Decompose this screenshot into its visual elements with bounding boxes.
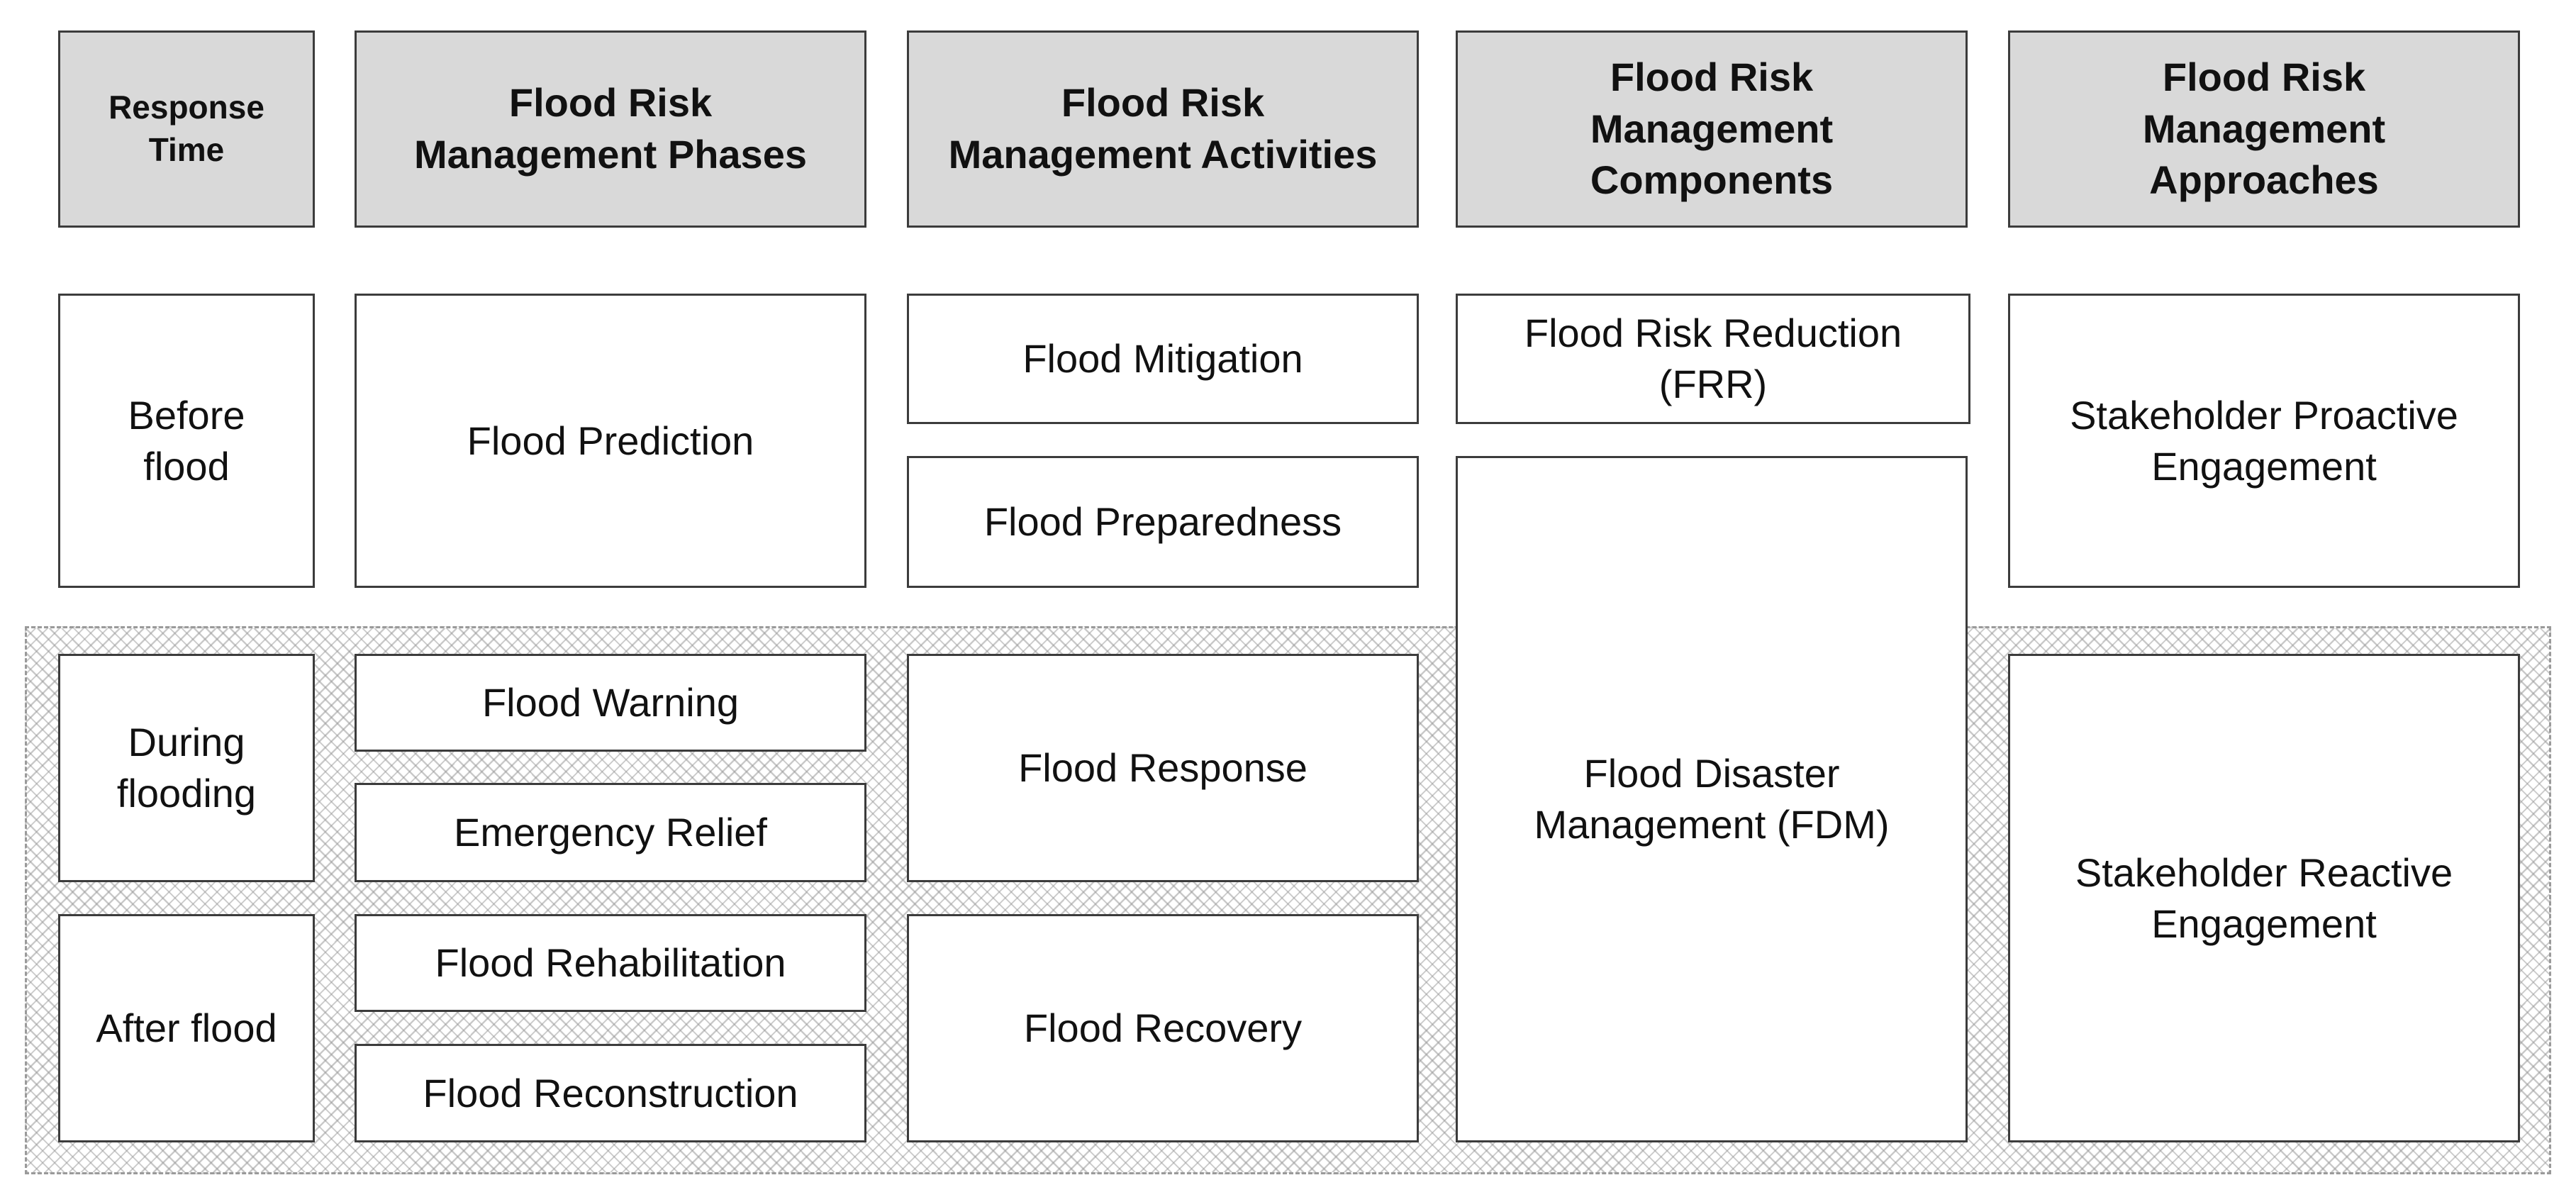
response-after-flood — [58, 914, 315, 1142]
phase-flood-rehabilitation — [355, 914, 866, 1012]
phase-flood-warning — [355, 654, 866, 752]
response-before-flood-label: Before flood — [128, 392, 245, 489]
header-components — [1456, 30, 1968, 228]
phase-flood-prediction — [355, 294, 866, 588]
header-components-label: Flood Risk Management Components — [1590, 54, 1834, 203]
header-response-time — [58, 30, 315, 228]
response-before-flood — [58, 294, 315, 588]
phase-emergency-relief-label: Emergency Relief — [454, 810, 767, 855]
phase-emergency-relief — [355, 783, 866, 882]
activity-flood-mitigation-label: Flood Mitigation — [1022, 336, 1303, 382]
activity-flood-response-label: Flood Response — [1018, 745, 1307, 791]
header-activities-label: Flood Risk Management Activities — [948, 80, 1378, 177]
header-activities — [907, 30, 1419, 228]
activity-flood-preparedness — [907, 456, 1419, 588]
approach-stakeholder-reactive-label: Stakeholder Reactive Engagement — [2075, 850, 2453, 946]
component-flood-disaster-management — [1456, 456, 1968, 1142]
activity-flood-response — [907, 654, 1419, 882]
activity-flood-recovery — [907, 914, 1419, 1142]
activity-flood-mitigation — [907, 294, 1419, 424]
approach-stakeholder-proactive-label: Stakeholder Proactive Engagement — [2070, 392, 2458, 489]
component-flood-disaster-management-label: Flood Disaster Management (FDM) — [1534, 751, 1890, 847]
phase-flood-warning-label: Flood Warning — [481, 680, 740, 725]
phase-flood-reconstruction — [355, 1044, 866, 1142]
header-phases — [355, 30, 866, 228]
response-during-flooding-label: During flooding — [116, 720, 257, 816]
header-phases-label: Flood Risk Management Phases — [414, 80, 807, 177]
response-during-flooding — [58, 654, 315, 882]
component-flood-risk-reduction — [1456, 294, 1970, 424]
header-approaches-label: Flood Risk Management Approaches — [2142, 54, 2386, 203]
header-response-time-label: Response Time — [108, 89, 264, 168]
approach-stakeholder-proactive — [2008, 294, 2520, 588]
approach-stakeholder-reactive — [2008, 654, 2520, 1142]
activity-flood-preparedness-label: Flood Preparedness — [983, 499, 1342, 545]
header-approaches — [2008, 30, 2520, 228]
activity-flood-recovery-label: Flood Recovery — [1023, 1006, 1303, 1051]
phase-flood-rehabilitation-label: Flood Rehabilitation — [435, 940, 786, 986]
response-after-flood-label: After flood — [96, 1006, 277, 1051]
component-flood-risk-reduction-label: Flood Risk Reduction (FRR) — [1524, 311, 1902, 406]
phase-flood-reconstruction-label: Flood Reconstruction — [423, 1070, 798, 1115]
phase-flood-prediction-label: Flood Prediction — [467, 418, 754, 463]
